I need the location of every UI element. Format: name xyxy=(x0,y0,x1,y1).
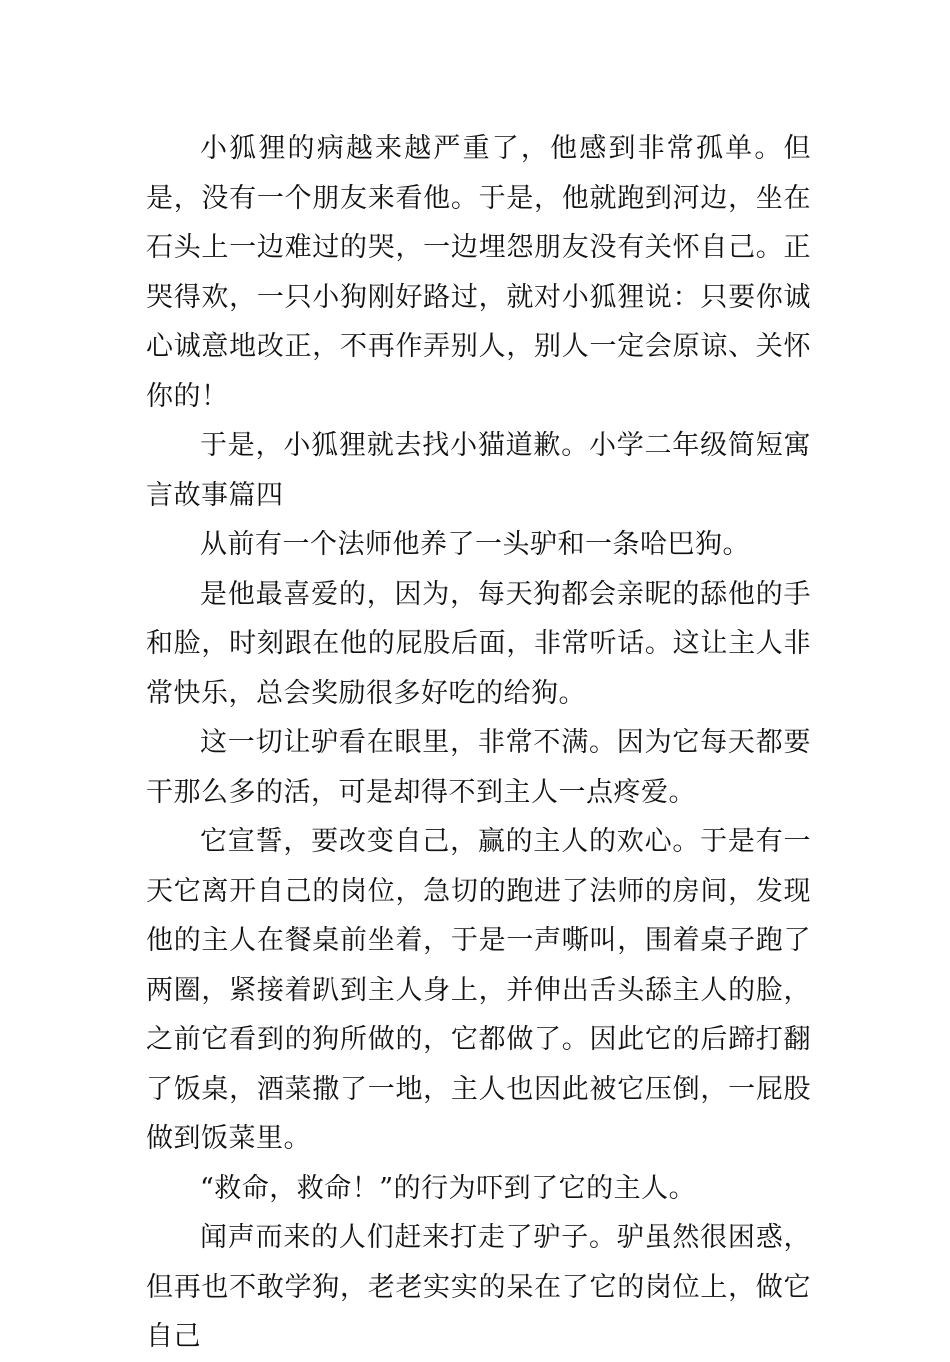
paragraph: 于是，小狐狸就去找小猫道歉。小学二年级简短寓言故事篇四 xyxy=(146,430,811,511)
paragraph: 从前有一个法师他养了一头驴和一条哈巴狗。 xyxy=(200,529,750,560)
paragraph: 闻声而来的人们赶来打走了驴子。驴虽然很困惑，但再也不敢学狗，老老实实的呆在了它的岗位上，做它自己 xyxy=(146,1222,811,1352)
paragraph: 是他最喜爱的，因为，每天狗都会亲昵的舔他的手和脸，时刻跟在他的屁股后面，非常听话。这让主人非常快乐，总会奖励很多好吃的给狗。 xyxy=(146,578,811,709)
paragraph: 它宣誓，要改变自己，赢的主人的欢心。于是有一天它离开自己的岗位，急切的跑进了法师的房间，发现他的主人在餐桌前坐着，于是一声嘶叫，围着桌子跑了两圈，紧接着趴到主人身上，并伸出舌头舔主人的脸，之前它看到的狗所做的，它都做了。因此它的后蹄打翻了饭桌，酒菜撒了一地，主人也因此被它压倒，一屁股做到饭菜里。 xyxy=(146,826,811,1154)
paragraph: 这一切让驴看在眼里，非常不满。因为它每天都要干那么多的活，可是却得不到主人一点疼爱。 xyxy=(146,727,811,808)
paragraph: “救命，救命！”的行为吓到了它的主人。 xyxy=(200,1172,697,1204)
paragraph: 小狐狸的病越来越严重了，他感到非常孤单。但是，没有一个朋友来看他。于是，他就跑到河边，坐在石头上一边难过的哭，一边埋怨朋友没有关怀自己。正哭得欢，一只小狗刚好路过，就对小狐狸说：只要你诚心诚意地改正，不再作弄别人，别人一定会原谅、关怀你的！ xyxy=(146,133,811,412)
document-body xyxy=(146,124,811,1362)
